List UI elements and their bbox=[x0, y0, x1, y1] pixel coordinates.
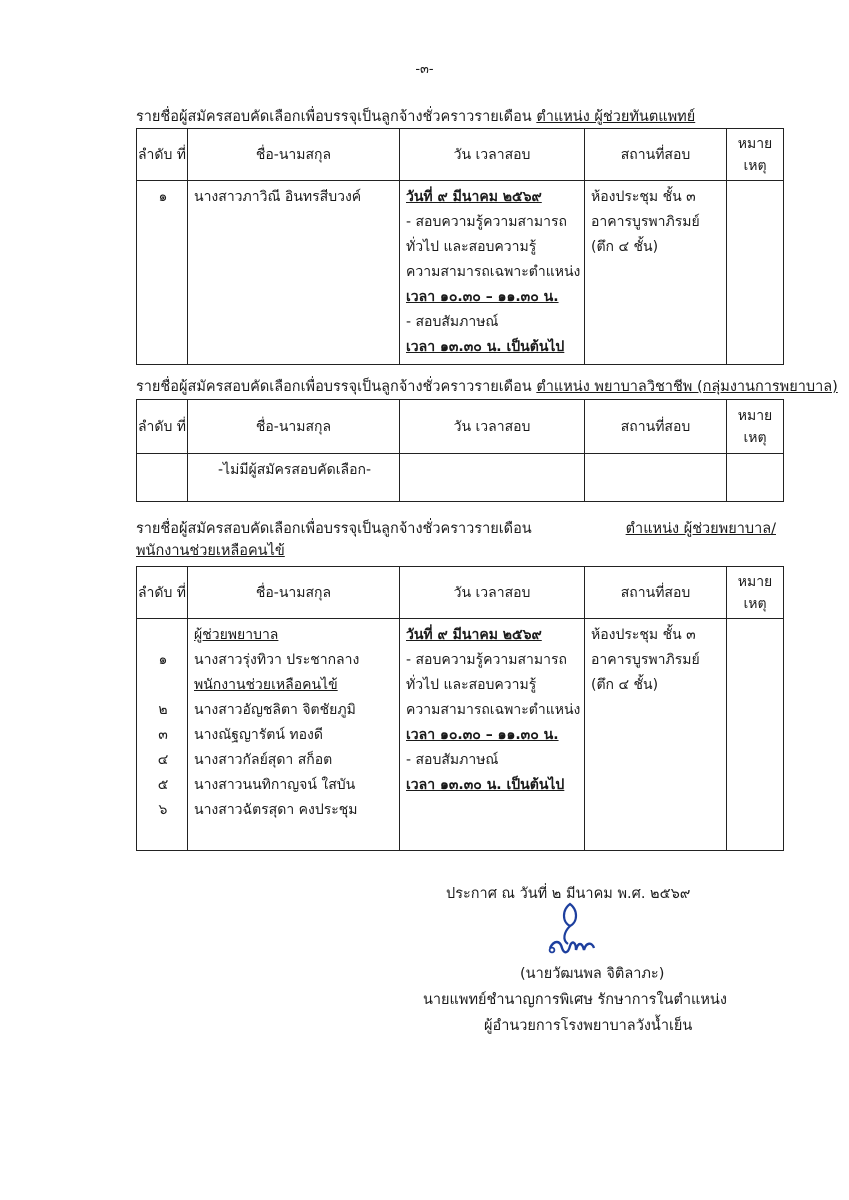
row-index: ๑ bbox=[137, 181, 188, 365]
signer-name: (นายวัฒนพล จิติลาภะ) bbox=[520, 966, 665, 982]
table-row bbox=[137, 454, 784, 502]
group-label-patient-aide: พนักงานช่วยเหลือคนไข้ bbox=[194, 677, 338, 693]
table-header-row bbox=[137, 129, 784, 181]
column-header-remark: หมาย เหตุ bbox=[727, 567, 784, 619]
row-name: ผู้ช่วยพยาบาล นางสาวรุ่งทิวา ประชากลาง พนักงานช่วยเหลือคนไข้ นางสาวอัญชลิตา จิตชัยภูมิ นางณัฐญารัตน์ ทองดี นางสาวกัลย์สุดา สก็อต นางสาวนนทิกาญจน์ ใสบัน นางสาวฉัตรสุดา คงประชุม bbox=[188, 619, 400, 851]
row-index: ๑ ๒ ๓ ๔ ๕ ๖ bbox=[137, 619, 188, 851]
row-name: นางสาวภาวิณี อินทรสีบวงค์ bbox=[188, 181, 400, 365]
signer-title-1: นายแพทย์ชำนาญการพิเศษ รักษาการในตำแหน่ง bbox=[423, 992, 727, 1008]
row-place: ห้องประชุม ชั้น ๓ อาคารบูรพาภิรมย์ (ตึก ๔ ชั้น) bbox=[585, 619, 727, 851]
section-2-heading-prefix: รายชื่อผู้สมัครสอบคัดเลือกเพื่อบรรจุเป็นลูกจ้างชั่วคราวรายเดือน bbox=[136, 379, 532, 395]
column-header-index: ลำดับ ที่ bbox=[137, 400, 188, 454]
row-place bbox=[585, 454, 727, 502]
row-remark bbox=[727, 454, 784, 502]
table-row bbox=[137, 181, 784, 365]
column-header-name: ชื่อ-นามสกุล bbox=[188, 400, 400, 454]
signer-title-2: ผู้อำนวยการโรงพยาบาลวังน้ำเย็น bbox=[484, 1018, 693, 1034]
section-3-heading bbox=[136, 518, 776, 562]
row-place: ห้องประชุม ชั้น ๓ อาคารบูรพาภิรมย์ (ตึก ๔ ชั้น) bbox=[585, 181, 727, 365]
page-number: -๓- bbox=[415, 62, 434, 77]
section-1-table bbox=[136, 128, 784, 365]
table-header-row bbox=[137, 567, 784, 619]
row-schedule bbox=[400, 454, 585, 502]
row-empty-note: -ไม่มีผู้สมัครสอบคัดเลือก- bbox=[188, 454, 400, 502]
section-3-heading-line2: พนักงานช่วยเหลือคนไข้ bbox=[136, 543, 285, 559]
column-header-index: ลำดับ ที่ bbox=[137, 129, 188, 181]
section-3-heading-prefix: รายชื่อผู้สมัครสอบคัดเลือกเพื่อบรรจุเป็นลูกจ้างชั่วคราวรายเดือน bbox=[136, 521, 532, 537]
column-header-remark: หมาย เหตุ bbox=[727, 129, 784, 181]
row-remark bbox=[727, 181, 784, 365]
table-row bbox=[137, 619, 784, 851]
row-schedule: วันที่ ๙ มีนาคม ๒๕๖๙ - สอบความรู้ความสามารถ ทั่วไป และสอบความรู้ ความสามารถเฉพาะตำแหน่ง เวลา ๑๐.๓๐ – ๑๑.๓๐ น. - สอบสัมภาษณ์ เวลา ๑๓.๓๐ น. เป็นต้นไป bbox=[400, 181, 585, 365]
column-header-remark: หมาย เหตุ bbox=[727, 400, 784, 454]
column-header-schedule: วัน เวลาสอบ bbox=[400, 567, 585, 619]
section-1-heading-position: ตำแหน่ง ผู้ช่วยทันตแพทย์ bbox=[536, 109, 696, 125]
section-2-table bbox=[136, 399, 784, 502]
column-header-name: ชื่อ-นามสกุล bbox=[188, 567, 400, 619]
section-1-heading-prefix: รายชื่อผู้สมัครสอบคัดเลือกเพื่อบรรจุเป็นลูกจ้างชั่วคราวรายเดือน bbox=[136, 109, 532, 125]
row-remark bbox=[727, 619, 784, 851]
group-label-assistant-nurse: ผู้ช่วยพยาบาล bbox=[194, 627, 279, 643]
section-2-heading bbox=[136, 376, 838, 398]
signature-mark bbox=[540, 900, 600, 970]
column-header-schedule: วัน เวลาสอบ bbox=[400, 400, 585, 454]
column-header-schedule: วัน เวลาสอบ bbox=[400, 129, 585, 181]
column-header-index: ลำดับ ที่ bbox=[137, 567, 188, 619]
section-1-heading bbox=[136, 106, 695, 128]
column-header-place: สถานที่สอบ bbox=[585, 567, 727, 619]
section-3-table bbox=[136, 566, 784, 851]
row-schedule: วันที่ ๙ มีนาคม ๒๕๖๙ - สอบความรู้ความสามารถ ทั่วไป และสอบความรู้ ความสามารถเฉพาะตำแหน่ง เวลา ๑๐.๓๐ – ๑๑.๓๐ น. - สอบสัมภาษณ์ เวลา ๑๓.๓๐ น. เป็นต้นไป bbox=[400, 619, 585, 851]
column-header-place: สถานที่สอบ bbox=[585, 400, 727, 454]
section-2-heading-position: ตำแหน่ง พยาบาลวิชาชีพ (กลุ่มงานการพยาบาล) bbox=[536, 379, 838, 395]
table-header-row bbox=[137, 400, 784, 454]
row-index bbox=[137, 454, 188, 502]
announcement-date: ประกาศ ณ วันที่ ๒ มีนาคม พ.ศ. ๒๕๖๙ bbox=[446, 886, 691, 902]
column-header-place: สถานที่สอบ bbox=[585, 129, 727, 181]
section-3-heading-position: ตำแหน่ง ผู้ช่วยพยาบาล/ bbox=[625, 521, 776, 537]
column-header-name: ชื่อ-นามสกุล bbox=[188, 129, 400, 181]
